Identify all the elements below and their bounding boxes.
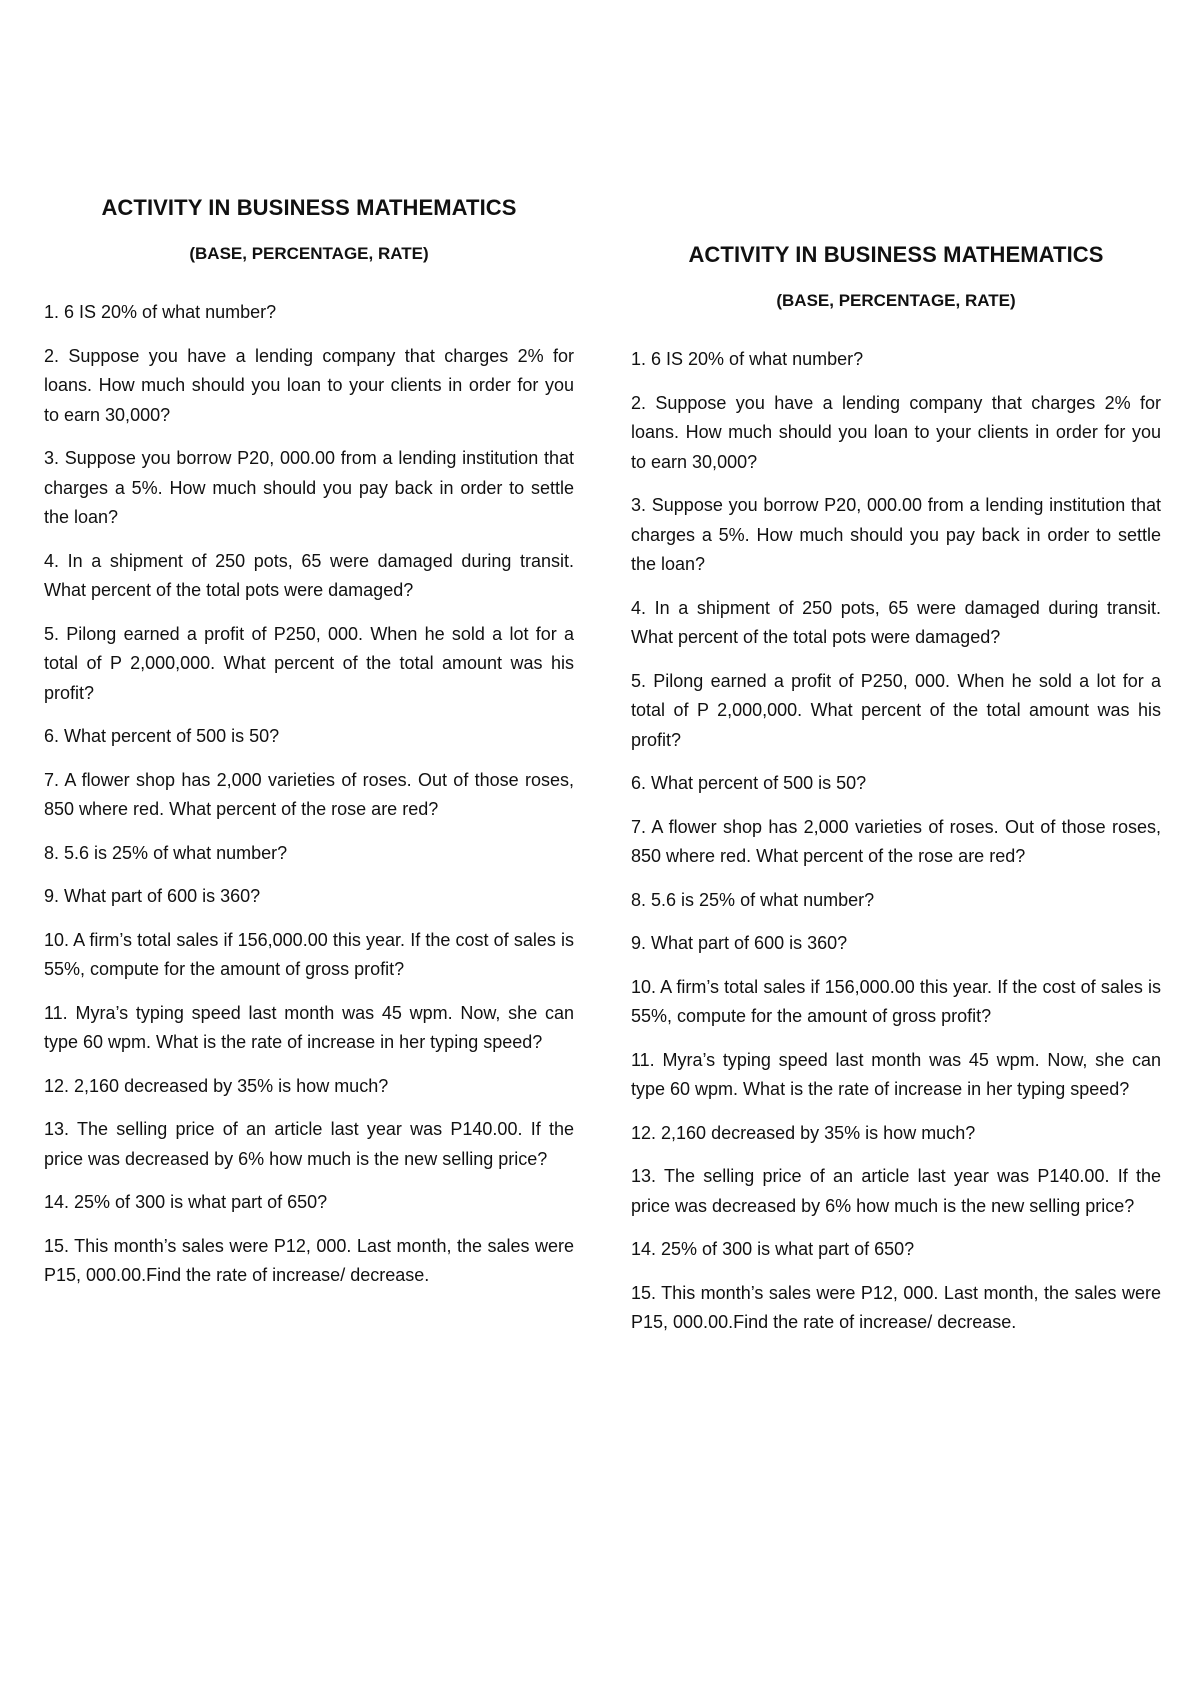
question-list xyxy=(44,298,574,1291)
question-12: 12. 2,160 decreased by 35% is how much? xyxy=(631,1122,976,1143)
worksheet-subtitle: (BASE, PERCENTAGE, RATE) xyxy=(776,291,1016,310)
worksheet-title: ACTIVITY IN BUSINESS MATHEMATICS xyxy=(688,242,1104,267)
question-6: 6. What percent of 500 is 50? xyxy=(44,726,280,746)
worksheet-title: ACTIVITY IN BUSINESS MATHEMATICS xyxy=(101,195,517,220)
question-list xyxy=(631,345,1161,1338)
question-9: 9. What part of 600 is 360? xyxy=(44,886,261,906)
question-7: 7. A flower shop has 2,000 varieties of roses. Out of those roses, 850 where red. What percent of the rose are red? xyxy=(44,769,574,819)
question-10: 10. A firm’s total sales if 156,000.00 this year. If the cost of sales is 55%, compute for the amount of gross profit? xyxy=(44,929,574,979)
question-7: 7. A flower shop has 2,000 varieties of roses. Out of those roses, 850 where red. What percent of the rose are red? xyxy=(631,816,1161,866)
question-3: 3. Suppose you borrow P20, 000.00 from a lending institution that charges a 5%. How much should you pay back in order to settle the loan? xyxy=(631,495,1161,574)
question-8: 8. 5.6 is 25% of what number? xyxy=(44,842,288,863)
question-5: 5. Pilong earned a profit of P250, 000. When he sold a lot for a total of P 2,000,000. What percent of the total amount was his profit? xyxy=(631,670,1161,750)
question-15: 15. This month’s sales were P12, 000. Last month, the sales were P15, 000.00.Find the rate of increase/ decrease. xyxy=(44,1235,574,1285)
question-2: 2. Suppose you have a lending company that charges 2% for loans. How much should you loan to your clients in order for you to earn 30,000? xyxy=(44,345,574,425)
question-1: 1. 6 IS 20% of what number? xyxy=(631,349,864,369)
question-2: 2. Suppose you have a lending company that charges 2% for loans. How much should you loan to your clients in order for you to earn 30,000? xyxy=(631,392,1161,472)
question-11: 11. Myra’s typing speed last month was 45 wpm. Now, she can type 60 wpm. What is the rate of increase in her typing speed? xyxy=(44,1002,574,1052)
question-4: 4. In a shipment of 250 pots, 65 were damaged during transit. What percent of the total pots were damaged? xyxy=(631,597,1161,647)
worksheet-copy-right xyxy=(631,241,1161,1352)
question-15: 15. This month’s sales were P12, 000. Last month, the sales were P15, 000.00.Find the rate of increase/ decrease. xyxy=(631,1282,1161,1332)
question-4: 4. In a shipment of 250 pots, 65 were damaged during transit. What percent of the total pots were damaged? xyxy=(44,550,574,600)
worksheet-subtitle: (BASE, PERCENTAGE, RATE) xyxy=(189,244,429,263)
question-13: 13. The selling price of an article last year was P140.00. If the price was decreased by 6% how much is the new selling price? xyxy=(631,1166,1161,1216)
question-11: 11. Myra’s typing speed last month was 45 wpm. Now, she can type 60 wpm. What is the rate of increase in her typing speed? xyxy=(631,1049,1161,1099)
question-5: 5. Pilong earned a profit of P250, 000. When he sold a lot for a total of P 2,000,000. What percent of the total amount was his profit? xyxy=(44,623,574,703)
question-6: 6. What percent of 500 is 50? xyxy=(631,773,867,793)
question-8: 8. 5.6 is 25% of what number? xyxy=(631,889,875,910)
question-14: 14. 25% of 300 is what part of 650? xyxy=(631,1239,915,1259)
question-10: 10. A firm’s total sales if 156,000.00 this year. If the cost of sales is 55%, compute for the amount of gross profit? xyxy=(631,976,1161,1026)
question-1: 1. 6 IS 20% of what number? xyxy=(44,302,277,322)
question-14: 14. 25% of 300 is what part of 650? xyxy=(44,1192,328,1212)
question-3: 3. Suppose you borrow P20, 000.00 from a lending institution that charges a 5%. How much should you pay back in order to settle the loan? xyxy=(44,448,574,527)
question-9: 9. What part of 600 is 360? xyxy=(631,933,848,953)
question-12: 12. 2,160 decreased by 35% is how much? xyxy=(44,1075,389,1096)
worksheet-copy-left xyxy=(44,194,574,1305)
question-13: 13. The selling price of an article last year was P140.00. If the price was decreased by 6% how much is the new selling price? xyxy=(44,1119,574,1169)
